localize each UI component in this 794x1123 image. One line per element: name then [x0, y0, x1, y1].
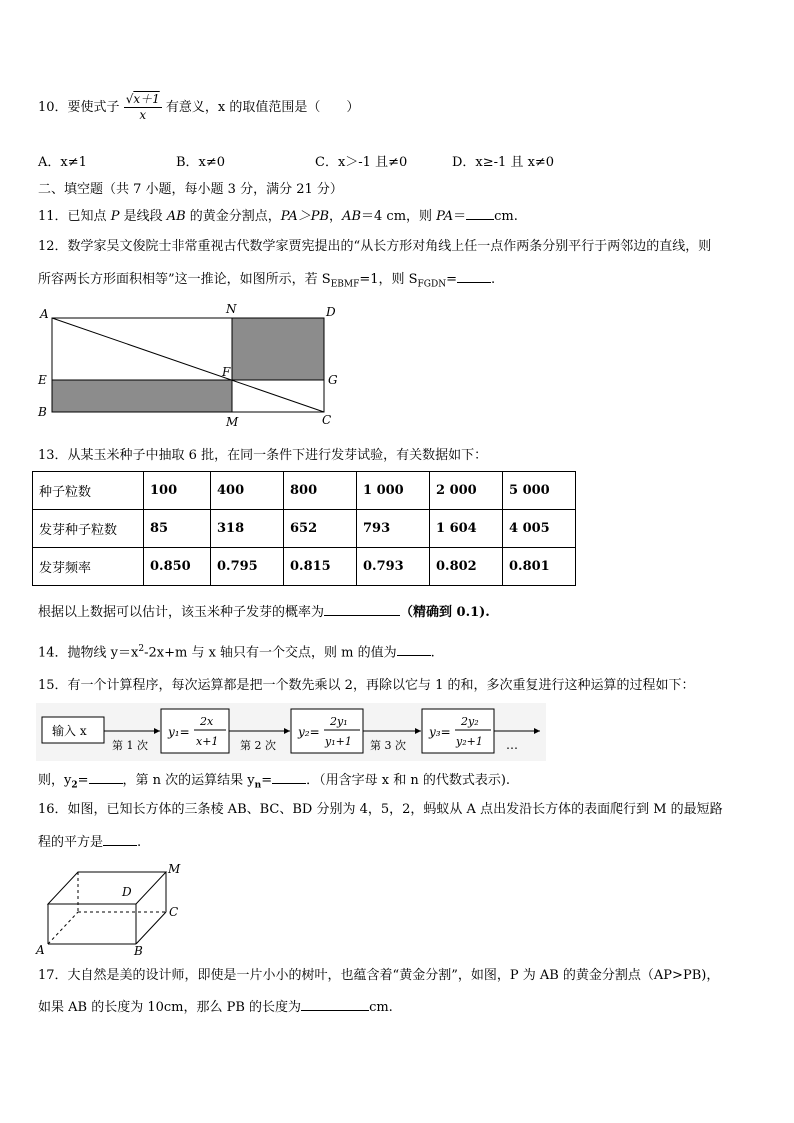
q10-suffix: 有意义，x 的取值范围是（ ） — [165, 100, 360, 115]
table-row: 发芽种子粒数 85 318 652 793 1 604 4 005 — [33, 510, 576, 548]
q10-frac-denominator: x — [139, 108, 147, 122]
q16-answer-blank[interactable] — [103, 833, 137, 846]
q11-answer-blank[interactable] — [466, 207, 494, 220]
label-m: M — [226, 415, 239, 429]
label-b: B — [134, 944, 143, 958]
q15-flowchart — [36, 703, 546, 761]
q16-line2: 程的平方是 . — [38, 835, 142, 850]
label-e: E — [38, 373, 47, 387]
q15-answer-line: 则，$y_2=$ ，第 n 次的运算结果 $y_n=$ ．（用含字母 x 和 n 的代数式表示). — [38, 773, 511, 791]
section-heading: 二、填空题（共 7 小题，每小题 3 分，满分 21 分） — [38, 182, 343, 197]
step-label-3: 第 3 次 — [370, 739, 406, 752]
q14-answer-blank[interactable] — [397, 643, 431, 656]
q10-fraction — [124, 92, 162, 123]
q10-option-a: A．x≠1 — [38, 155, 87, 170]
q15-answer-blank-1[interactable] — [89, 771, 123, 784]
label-n: N — [226, 302, 237, 316]
svg-text:2x: 2x — [200, 715, 214, 728]
svg-text:2y₁: 2y₁ — [330, 715, 348, 728]
svg-text:y₁+1: y₁+1 — [325, 735, 352, 748]
label-m: M — [168, 862, 181, 876]
q10-option-b: B．x≠0 — [176, 155, 226, 170]
ellipsis: … — [506, 738, 518, 752]
q16-line1: 16．如图，已知长方体的三条棱 AB、BC、BD 分别为 4，5，2，蚂蚁从 A 点出发沿长方体的表面爬行到 M 的最短路 — [38, 802, 723, 817]
q12-line1: 12．数学家吴文俊院士非常重视古代数学家贾宪提出的“从长方形对角线上任一点作两条分别平行于两邻边的直线，则 — [38, 239, 712, 254]
label-a: A — [36, 943, 45, 957]
q15-intro: 15．有一个计算程序，每次运算都是把一个数先乘以 2，再除以它与 1 的和，多次重复进行这种运算的过程如下： — [38, 678, 695, 693]
svg-text:x+1: x+1 — [196, 735, 219, 748]
svg-text:y₂=: y₂= — [298, 725, 320, 739]
label-a: A — [40, 307, 49, 321]
q13-data-table — [32, 471, 576, 586]
q15-answer-blank-2[interactable] — [272, 771, 306, 784]
q10-option-c: C．x＞-1 且≠0 — [315, 155, 408, 170]
q14-line: 14．抛物线 $y=x^2-2x+m$ 与 x 轴只有一个交点，则 m 的值为 . — [38, 644, 435, 661]
step-label-2: 第 2 次 — [240, 739, 276, 752]
svg-text:2y₂: 2y₂ — [461, 715, 479, 728]
q17-line1: 17．大自然是美的设计师，即使是一片小小的树叶，也蕴含着“黄金分割”，如图，P 为 AB 的黄金分割点（AP>PB)， — [38, 968, 720, 983]
label-d: D — [326, 305, 336, 319]
label-g: G — [328, 373, 338, 387]
q12-answer-blank[interactable] — [457, 270, 491, 283]
q17-answer-blank[interactable] — [301, 998, 369, 1011]
step-label-1: 第 1 次 — [112, 739, 148, 752]
svg-text:y₁=: y₁= — [168, 725, 190, 739]
table-row: 种子粒数 100 400 800 1 000 2 000 5 000 — [33, 472, 576, 510]
label-f: F — [222, 365, 231, 379]
rectangle-fgdn — [232, 318, 324, 380]
q13-answer-blank[interactable] — [324, 603, 400, 616]
q12-rectangle-figure — [30, 300, 350, 430]
q10-prefix: 10．要使式子 — [38, 100, 120, 115]
q17-line2: 如果 AB 的长度为 10cm，那么 PB 的长度为 cm. — [38, 1000, 393, 1015]
label-d: D — [122, 885, 132, 899]
svg-text:y₃=: y₃= — [429, 725, 451, 739]
label-c: C — [322, 413, 332, 427]
q10-line — [38, 92, 359, 123]
svg-text:y₂+1: y₂+1 — [456, 735, 483, 748]
input-label: 输入 x — [52, 724, 87, 738]
q10-frac-numerator: √x＋1 — [125, 92, 160, 106]
label-c: C — [169, 905, 179, 919]
q11-line: 11．已知点 P 是线段 AB 的黄金分割点，PA＞PB，AB＝4 cm，则 PA＝ cm. — [38, 209, 518, 224]
q10-option-d: D．x≥-1 且 x≠0 — [452, 155, 555, 170]
rectangle-ebmf — [52, 380, 232, 412]
q13-intro: 13．从某玉米种子中抽取 6 批，在同一条件下进行发芽试验，有关数据如下： — [38, 448, 488, 463]
q13-conclusion: 根据以上数据可以估计，该玉米种子发芽的概率为 （精确到 0.1). — [38, 605, 490, 620]
q12-line2: 所容两长方形面积相等”这一推论，如图所示，若 $S_{EBMF}=1$，则 $S_{FGDN}=$ . — [38, 272, 496, 290]
table-row: 发芽频率 0.850 0.795 0.815 0.793 0.802 0.801 — [33, 548, 576, 586]
q16-cuboid-figure — [30, 858, 200, 958]
label-b: B — [38, 405, 47, 419]
